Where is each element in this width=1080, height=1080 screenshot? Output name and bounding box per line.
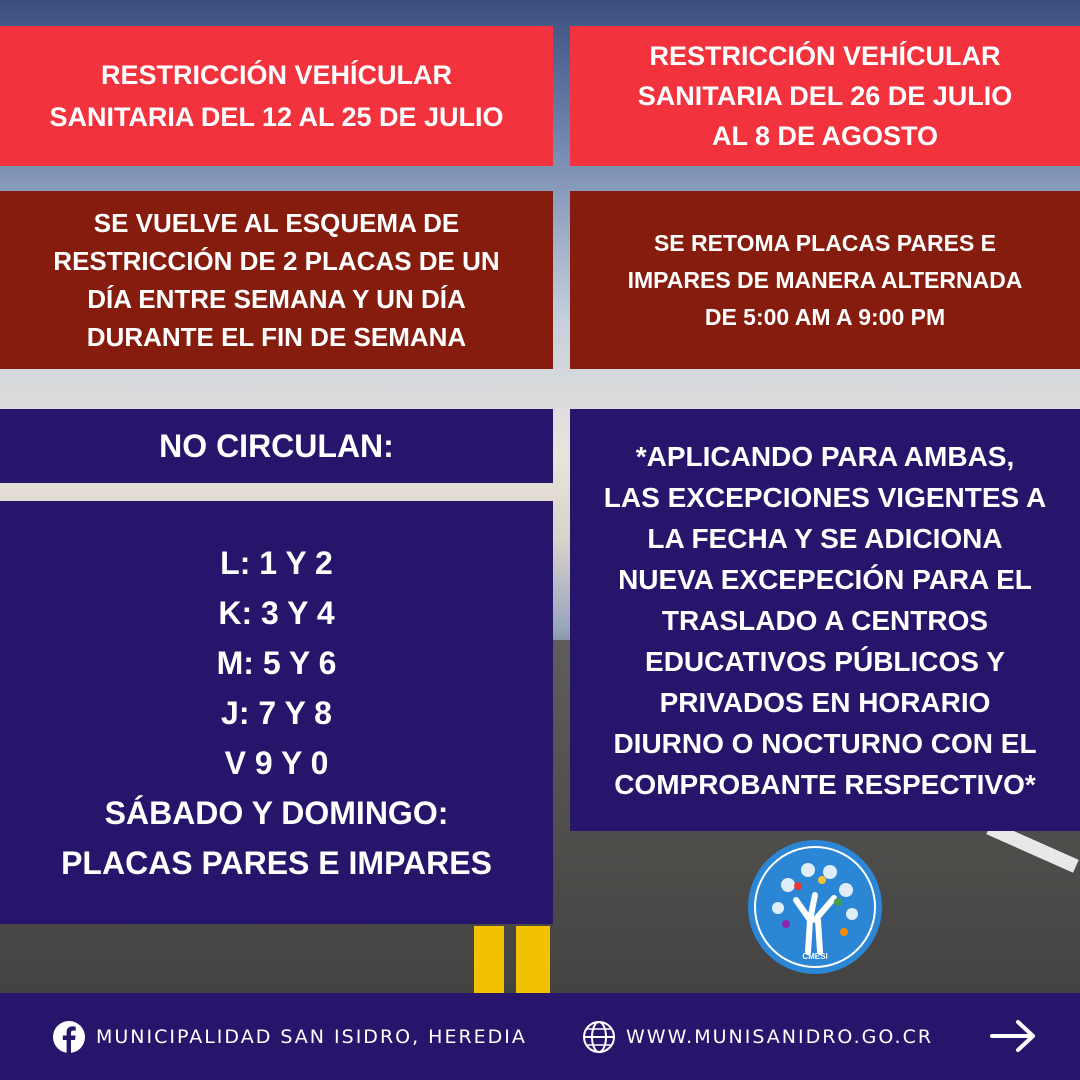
road-lane-line xyxy=(516,926,550,993)
schedule-row: V 9 Y 0 xyxy=(224,744,329,781)
schedule-row: SÁBADO Y DOMINGO: xyxy=(104,794,449,831)
period-1-scheme-text: SE VUELVE AL ESQUEMA DE RESTRICCIÓN DE 2 PLACAS DE UN DÍA ENTRE SEMANA Y UN DÍA DURANTE EL FIN DE SEMANA xyxy=(53,208,500,352)
globe-icon xyxy=(582,1020,616,1054)
logo-label: CMESI xyxy=(802,952,828,961)
facebook-link[interactable] xyxy=(52,1019,527,1055)
period-2-scheme xyxy=(570,191,1080,369)
facebook-icon xyxy=(52,1020,86,1054)
period-2-title xyxy=(570,26,1080,166)
period-1-title-text: RESTRICCIÓN VEHÍCULAR SANITARIA DEL 12 AL 25 DE JULIO xyxy=(49,60,504,132)
schedule-row: L: 1 Y 2 xyxy=(220,544,333,581)
period-2-scheme-text: SE RETOMA PLACAS PARES E IMPARES DE MANERA ALTERNADA DE 5:00 AM A 9:00 PM xyxy=(627,229,1023,330)
period-1-title xyxy=(0,26,553,166)
exceptions-note-text: *APLICANDO PARA AMBAS, LAS EXCEPCIONES VIGENTES A LA FECHA Y SE ADICIONA NUEVA EXCEPECIÓN PARA EL TRASLADO A CENTROS EDUCATIVOS PÚBLICOS Y PRIVADOS EN HORARIO DIURNO O NOCTURNO CON EL COMPROBANTE RESPECTIVO* xyxy=(603,440,1047,800)
facebook-label: MUNICIPALIDAD SAN ISIDRO, HEREDIA xyxy=(96,1026,527,1048)
website-link[interactable] xyxy=(582,1019,933,1055)
schedule-row: K: 3 Y 4 xyxy=(218,594,335,631)
no-circulan-heading xyxy=(0,409,553,483)
footer-bar xyxy=(0,993,1080,1080)
schedule-row: J: 7 Y 8 xyxy=(221,694,332,731)
period-1-scheme xyxy=(0,191,553,369)
website-label: WWW.MUNISANIDRO.GO.CR xyxy=(626,1026,934,1048)
schedule-row: M: 5 Y 6 xyxy=(216,644,337,681)
no-circulan-heading-text: NO CIRCULAN: xyxy=(159,427,394,464)
period-2-title-text: RESTRICCIÓN VEHÍCULAR SANITARIA DEL 26 DE JULIO AL 8 DE AGOSTO xyxy=(637,41,1013,151)
exceptions-note xyxy=(570,409,1080,831)
road-lane-line xyxy=(474,926,504,993)
restriction-schedule xyxy=(0,501,553,924)
arrow-right-icon[interactable] xyxy=(988,1012,1038,1060)
cmesi-logo xyxy=(748,840,882,974)
schedule-row: PLACAS PARES E IMPARES xyxy=(61,844,492,881)
